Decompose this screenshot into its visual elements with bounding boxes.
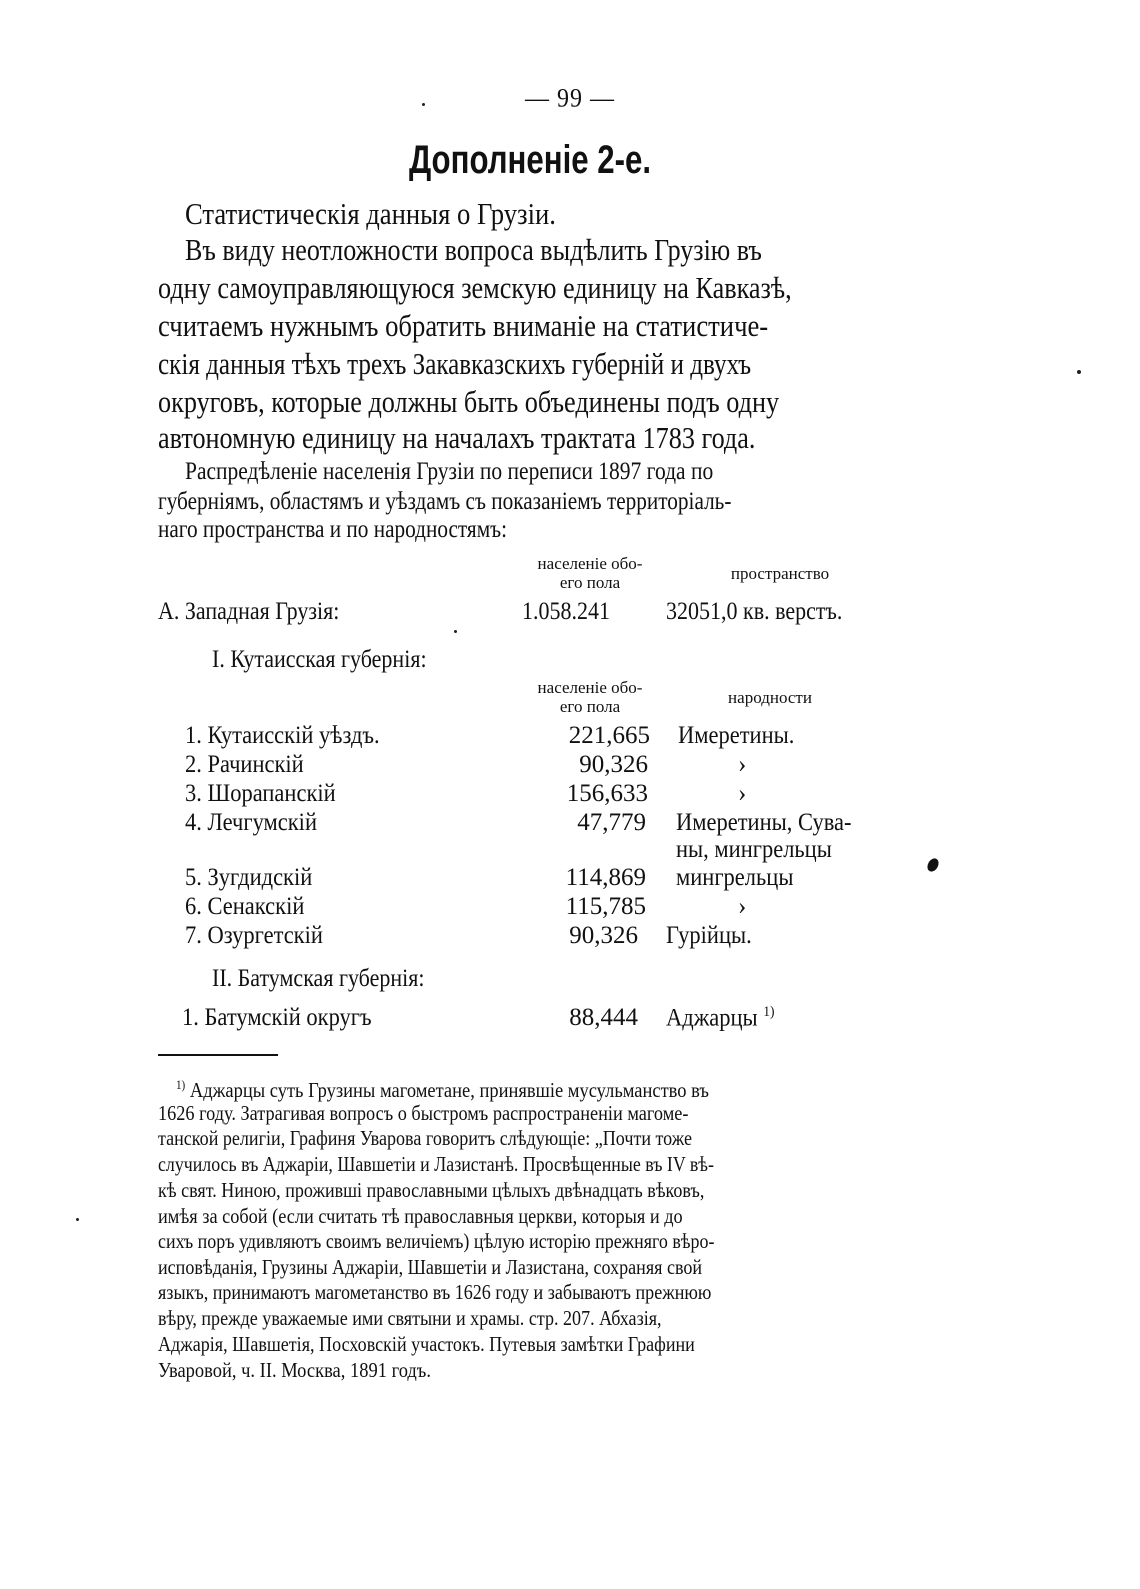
speck [422, 103, 425, 106]
nationality-text: Аджарцы [666, 1004, 758, 1032]
distribution-line: губернiямъ, областямъ и уѣздамъ съ показанiемъ территорiаль- [158, 488, 732, 515]
footnote-line: Аджарiя, Шавшетiя, Посховскiй участокъ. Путевыя замѣтки Графини [158, 1332, 695, 1356]
district-population: 47,779 [577, 809, 646, 836]
district-nationality-ditto: › [738, 893, 747, 920]
speck [1077, 370, 1081, 374]
header-line: населенiе обо- [537, 554, 643, 573]
footnote-line: имѣя за собой (если считать тѣ православныя церкви, которыя и до [158, 1204, 683, 1228]
footnote-line: случилось въ Аджарiи, Шавшетiи и Лазистанѣ. Просвѣщенные въ IV вѣ- [158, 1152, 714, 1176]
header-line: его пола [559, 697, 621, 716]
district-population: 90,326 [579, 751, 648, 778]
header-line: его пола [559, 573, 621, 592]
district-population: 88,444 [569, 1004, 638, 1031]
district-population: 90,326 [569, 922, 638, 949]
distribution-line: наго пространства и по народностямъ: [158, 516, 508, 543]
footnote-line: вѣру, прежде уважаемые ими святыни и храмы. стр. 207. Абхазiя, [158, 1306, 662, 1330]
page-number: — 99 — [525, 84, 615, 114]
footnote-reference[interactable]: 1) [763, 1004, 775, 1020]
intro-line: автономную единицу на началахъ трактата 1783 года. [158, 420, 756, 455]
district-label: 3. Шорапанскiй [185, 780, 336, 807]
footnote-mark: 1) [176, 1078, 186, 1092]
district-nationality-ditto: › [738, 780, 747, 807]
intro-line: считаемъ нужнымъ обратить вниманiе на статистиче- [158, 308, 769, 343]
district-population: 221,665 [568, 722, 650, 749]
column-header-population [510, 554, 670, 592]
district-label: 2. Рачинскiй [185, 751, 304, 778]
district-nationality: Гурiйцы. [666, 922, 752, 949]
header-line: населенiе обо- [537, 678, 643, 697]
footnote-line: языкъ, принимаютъ магометанство въ 1626 году и забываютъ прежнюю [158, 1280, 712, 1304]
intro-line: Въ виду неотложности вопроса выдѣлить Грузiю въ [185, 232, 762, 267]
district-label: 7. Озургетскiй [185, 922, 323, 949]
district-label: 4. Лечгумскiй [185, 809, 317, 836]
intro-line: округовъ, которые должны быть объединены подъ одну [158, 384, 780, 419]
footnote-line: кѣ свят. Ниною, прожившi православными цѣлыхъ двѣнадцать вѣковъ, [158, 1178, 705, 1202]
column-header-area: пространство [730, 564, 830, 583]
distribution-line: Распредѣленiе населенiя Грузiи по переписи 1897 года по [185, 458, 714, 485]
district-nationality: мингрельцы [676, 864, 794, 891]
district-nationality: Имеретины. [678, 722, 795, 749]
district-label: 5. Зугдидскiй [185, 864, 313, 891]
district-population: 156,633 [566, 780, 648, 807]
section-heading: II. Батумская губернiя: [212, 965, 425, 992]
district-nationality-ditto: › [738, 751, 747, 778]
district-label: 6. Сенакскiй [185, 893, 305, 920]
region-area: 32051,0 кв. верстъ. [666, 598, 843, 625]
district-label: 1. Кутаисскiй уѣздъ. [185, 722, 380, 749]
footnote-text: Аджарцы суть Грузины магометане, принявшiе мусульманство въ [189, 1078, 709, 1102]
district-population: 115,785 [565, 893, 646, 920]
footnote-divider [158, 1054, 278, 1056]
footnote-line [176, 1078, 709, 1103]
footnote-line: Уваровой, ч. II. Москва, 1891 годъ. [158, 1358, 431, 1382]
district-nationality: Имеретины, Сува- [676, 809, 852, 836]
intro-line: одну самоуправляющуюся земскую единицу на Кавказѣ, [158, 270, 792, 305]
ink-blot [925, 856, 941, 873]
district-population: 114,869 [565, 864, 646, 891]
district-label: 1. Батумскiй округъ [182, 1004, 372, 1031]
page-subtitle: Статистическiя данныя о Грузiи. [185, 196, 556, 231]
footnote-line: 1626 году. Затрагивая вопросъ о быстромъ распространенiи магоме- [158, 1101, 689, 1125]
district-nationality [666, 1004, 775, 1032]
region-label: А. Западная Грузiя: [158, 598, 340, 625]
footnote-line: сихъ поръ удивляютъ своимъ величiемъ) цѣлую исторiю прежняго вѣро- [158, 1229, 715, 1253]
region-population: 1.058.241 [522, 598, 610, 625]
page-title: Дополненiе 2-е. [408, 138, 652, 182]
footnote-line: танской религiи, Графиня Уварова говоритъ слѣдующiе: „Почти тоже [158, 1126, 693, 1150]
column-header-population [510, 678, 670, 716]
intro-line: скiя данныя тѣхъ трехъ Закавказскихъ губернiй и двухъ [158, 346, 752, 381]
district-nationality-continued: ны, мингрельцы [676, 836, 832, 863]
footnote-line: исповѣданiя, Грузины Аджарiи, Шавшетiи и Лазистана, сохраняя свой [158, 1255, 703, 1279]
column-header-nationality: народности [728, 688, 812, 707]
speck [454, 630, 457, 633]
speck [76, 1218, 79, 1221]
section-heading: I. Кутаисская губернiя: [212, 646, 427, 673]
